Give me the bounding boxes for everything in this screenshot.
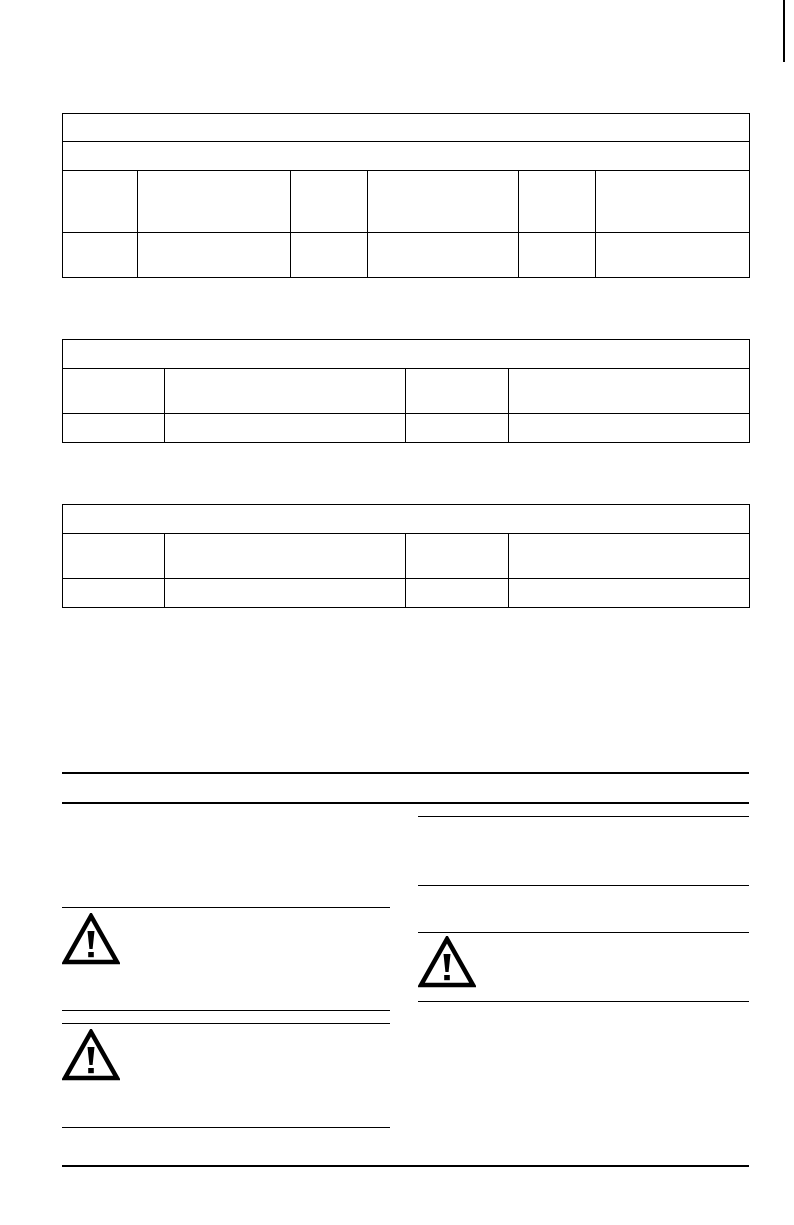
table-title bbox=[63, 340, 750, 369]
table-cell bbox=[63, 414, 165, 443]
warning-triangle-icon bbox=[418, 936, 476, 988]
table-header-cell bbox=[519, 171, 596, 233]
table-cell bbox=[406, 579, 509, 608]
warning-box-1-bottom-rule bbox=[62, 1010, 390, 1011]
table-title bbox=[63, 505, 750, 534]
table-cell bbox=[406, 414, 509, 443]
table-header-cell bbox=[165, 534, 406, 579]
table-header-cell bbox=[165, 369, 406, 414]
warning-box-3-top-rule bbox=[418, 932, 749, 933]
section-rule-top bbox=[62, 772, 749, 774]
table-header-cell bbox=[63, 369, 165, 414]
table-cell bbox=[165, 579, 406, 608]
table-cell bbox=[368, 233, 519, 278]
table-cell bbox=[519, 233, 596, 278]
warning-box-2-top-rule bbox=[62, 1023, 390, 1024]
section-rule-bottom bbox=[62, 802, 749, 804]
table-header-cell bbox=[368, 171, 519, 233]
right-column-rule bbox=[418, 816, 749, 817]
crop-mark bbox=[783, 0, 785, 62]
spec-table-1 bbox=[62, 113, 750, 278]
warning-triangle-icon bbox=[62, 913, 120, 965]
table-header-cell bbox=[509, 534, 750, 579]
table-cell bbox=[165, 414, 406, 443]
table-title bbox=[63, 114, 750, 142]
table-cell bbox=[291, 233, 368, 278]
warning-box-3-bottom-rule bbox=[418, 1001, 749, 1002]
table-cell bbox=[63, 233, 138, 278]
right-column-rule bbox=[418, 885, 749, 886]
warning-triangle-icon bbox=[62, 1029, 120, 1081]
table-cell bbox=[596, 233, 750, 278]
table-cell bbox=[63, 579, 165, 608]
spec-table-2 bbox=[62, 339, 750, 443]
table-header-cell bbox=[406, 369, 509, 414]
table-header-cell bbox=[509, 369, 750, 414]
table-header-cell bbox=[596, 171, 750, 233]
table-subtitle bbox=[63, 142, 750, 171]
spec-table-3 bbox=[62, 504, 750, 608]
table-header-cell bbox=[138, 171, 291, 233]
table-header-cell bbox=[291, 171, 368, 233]
warning-box-1-top-rule bbox=[62, 907, 390, 908]
table-header-cell bbox=[63, 171, 138, 233]
table-cell bbox=[138, 233, 291, 278]
table-header-cell bbox=[63, 534, 165, 579]
table-cell bbox=[509, 579, 750, 608]
warning-box-2-bottom-rule bbox=[62, 1127, 390, 1128]
footer-rule bbox=[62, 1165, 749, 1167]
table-header-cell bbox=[406, 534, 509, 579]
table-cell bbox=[509, 414, 750, 443]
